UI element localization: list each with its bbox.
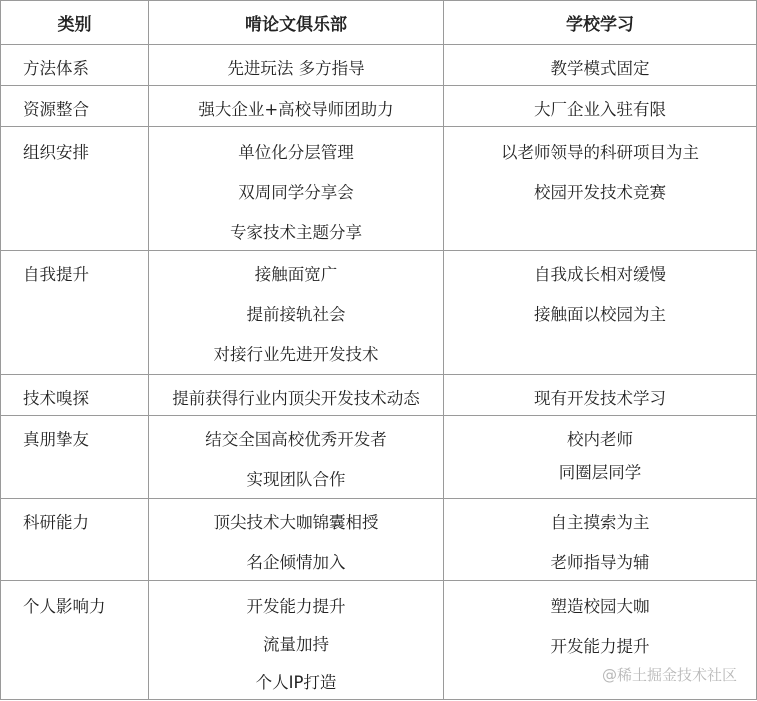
- club-item: 强大企业+高校导师团助力: [198, 100, 394, 119]
- club-item: 专家技术主题分享: [230, 223, 362, 242]
- club-cell: [149, 127, 444, 251]
- category-label: 个人影响力: [23, 597, 106, 616]
- club-cell: [149, 581, 444, 700]
- category-label: 组织安排: [23, 143, 89, 162]
- school-item: 接触面以校园为主: [534, 305, 666, 324]
- school-item: 同圈层同学: [558, 463, 642, 482]
- school-item: 自主摸索为主: [550, 513, 650, 532]
- watermark: @稀土掘金技术社区: [601, 666, 737, 684]
- club-cell: [149, 45, 444, 86]
- category-label: 技术嗅探: [23, 389, 89, 408]
- club-item: 名企倾情加入: [246, 553, 346, 572]
- category-label: 自我提升: [23, 265, 89, 284]
- table-row: [1, 45, 757, 86]
- club-item: 提前接轨社会: [246, 305, 346, 324]
- header-row: [1, 1, 757, 45]
- school-item: 塑造校园大咖: [550, 597, 650, 616]
- club-item: 结交全国高校优秀开发者: [205, 430, 387, 449]
- club-item: 提前获得行业内顶尖开发技术动态: [172, 389, 420, 408]
- school-cell: [444, 127, 757, 251]
- club-cell: [149, 499, 444, 581]
- category-label: 科研能力: [23, 513, 89, 532]
- category-cell: [1, 499, 149, 581]
- club-cell: [149, 416, 444, 499]
- school-cell: [444, 251, 757, 375]
- school-cell: [444, 86, 757, 127]
- header-category: 类别: [1, 1, 149, 45]
- table-row: [1, 251, 757, 375]
- club-item: 接触面宽广: [254, 265, 338, 284]
- header-school: 学校学习: [444, 1, 757, 45]
- club-cell: [149, 86, 444, 127]
- category-label: 资源整合: [23, 100, 89, 119]
- club-item: 顶尖技术大咖锦囊相授: [213, 513, 379, 532]
- table-row: [1, 375, 757, 416]
- school-cell: [444, 45, 757, 86]
- table-row: [1, 416, 757, 499]
- category-cell: [1, 86, 149, 127]
- category-cell: [1, 251, 149, 375]
- school-item: 大厂企业入驻有限: [534, 100, 666, 119]
- school-item: 校内老师: [567, 430, 633, 449]
- club-item: 实现团队合作: [246, 470, 346, 489]
- school-cell: [444, 375, 757, 416]
- club-item: 双周同学分享会: [238, 183, 354, 202]
- school-item: 教学模式固定: [550, 59, 650, 78]
- school-cell: [444, 499, 757, 581]
- category-label: 真朋挚友: [23, 430, 89, 449]
- category-cell: [1, 375, 149, 416]
- school-item: 以老师领导的科研项目为主: [501, 143, 699, 162]
- school-item: 现有开发技术学习: [534, 389, 666, 408]
- category-cell: [1, 581, 149, 700]
- category-cell: [1, 127, 149, 251]
- club-item: 个人IP打造: [255, 673, 337, 692]
- club-cell: [149, 251, 444, 375]
- club-item: 先进玩法 多方指导: [227, 59, 365, 78]
- club-item: 开发能力提升: [246, 597, 346, 616]
- category-cell: [1, 416, 149, 499]
- school-item: 老师指导为辅: [550, 553, 650, 572]
- club-item: 单位化分层管理: [238, 143, 354, 162]
- category-label: 方法体系: [23, 59, 89, 78]
- school-item: 自我成长相对缓慢: [534, 265, 666, 284]
- club-item: 流量加持: [263, 635, 329, 654]
- table-row: [1, 499, 757, 581]
- school-item: 开发能力提升: [550, 637, 650, 656]
- school-item: 校园开发技术竞赛: [534, 183, 666, 202]
- school-cell: [444, 416, 757, 499]
- club-item: 对接行业先进开发技术: [213, 345, 379, 364]
- table-row: [1, 127, 757, 251]
- category-cell: [1, 45, 149, 86]
- club-cell: [149, 375, 444, 416]
- table-row: [1, 86, 757, 127]
- header-club: 啃论文俱乐部: [149, 1, 444, 45]
